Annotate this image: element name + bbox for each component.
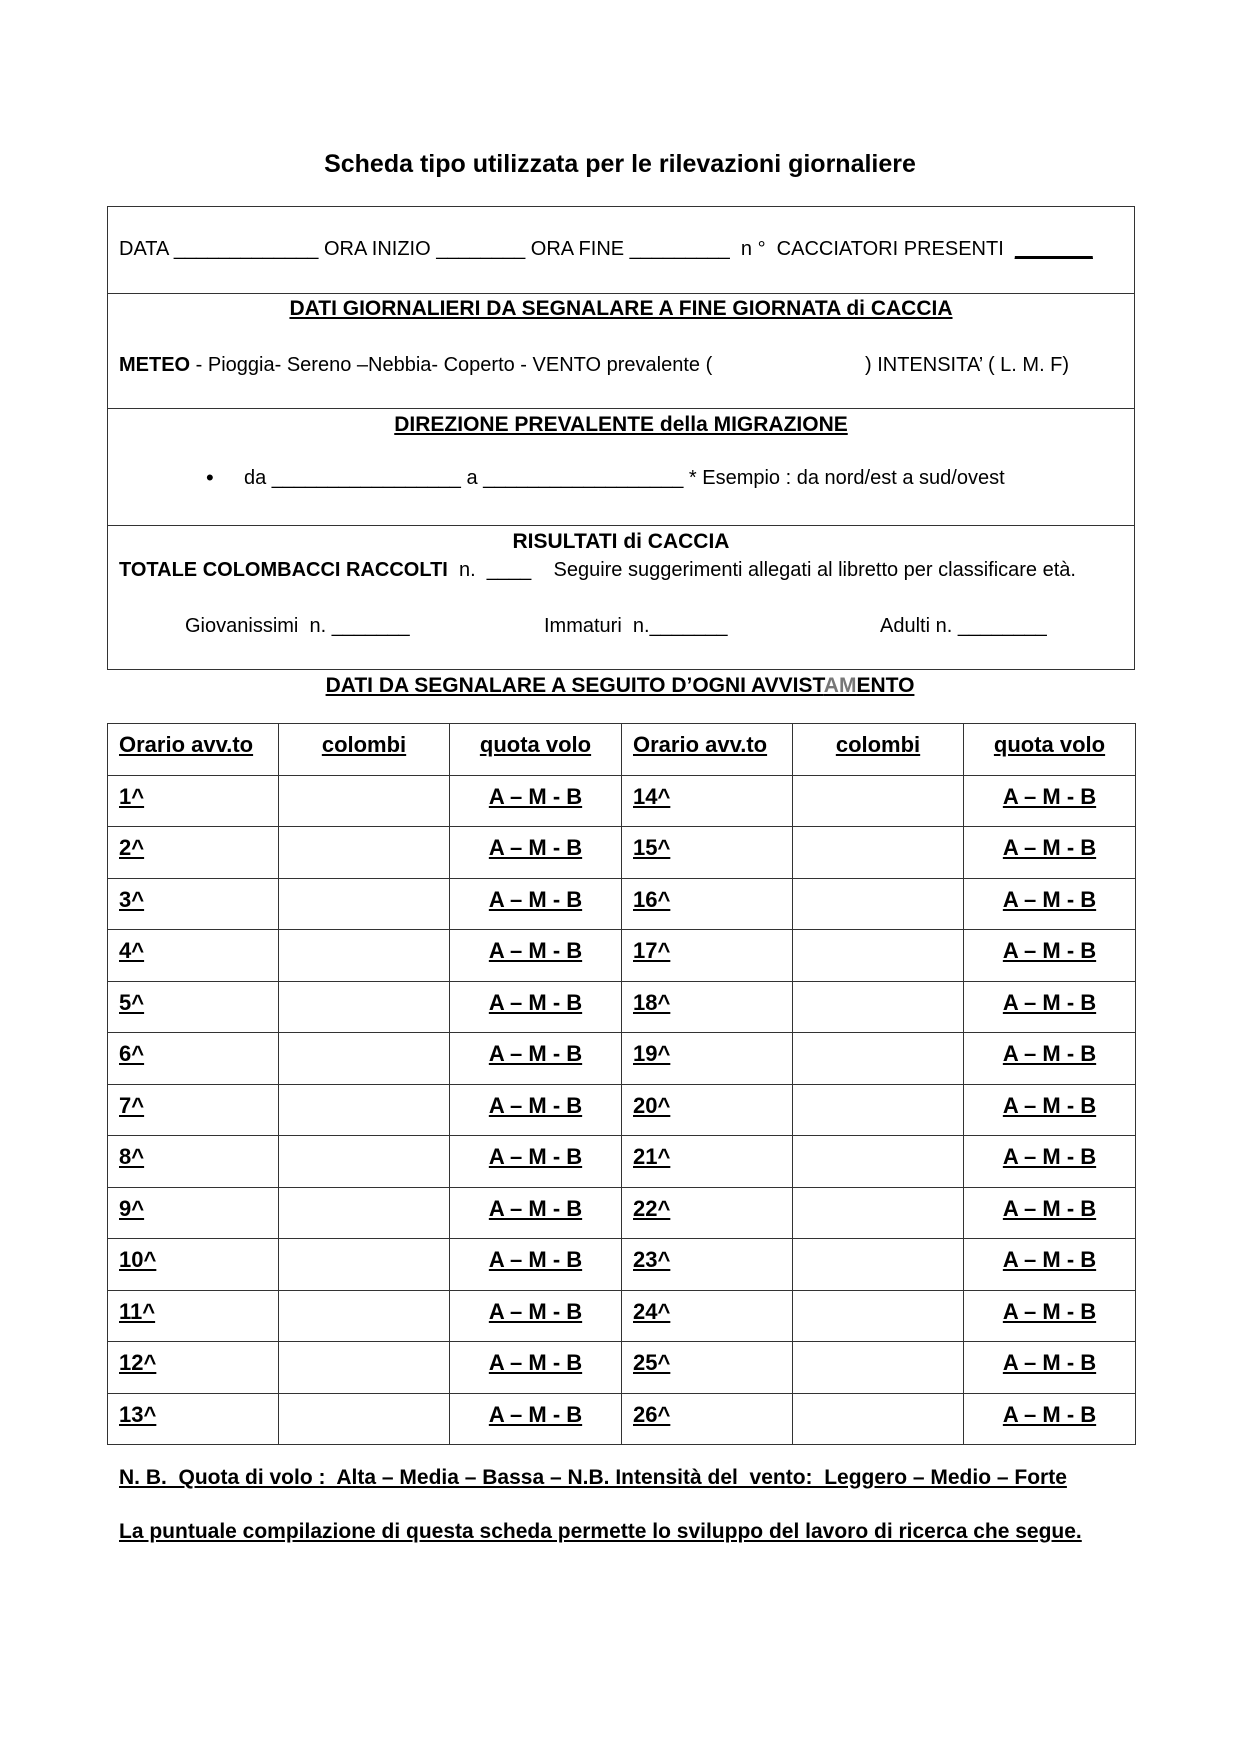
sighting-number-cell: 12^ [108,1342,279,1394]
table-row [108,1136,1136,1188]
sighting-number-cell: 22^ [622,1187,793,1239]
adulti-field: Adulti n. ________ [880,615,1047,637]
total-text: n. ____ Seguire suggerimenti allegati al libretto per classificare età. [447,559,1076,581]
quota-cell: A – M - B [450,878,622,930]
results-section [107,525,1135,670]
colombi-cell[interactable] [793,930,964,982]
quota-cell: A – M - B [450,981,622,1033]
quota-cell: A – M - B [450,1136,622,1188]
quota-cell: A – M - B [450,1239,622,1291]
colombi-cell[interactable] [279,775,450,827]
sighting-number-cell: 10^ [108,1239,279,1291]
quota-cell: A – M - B [964,1342,1136,1394]
quota-cell: A – M - B [964,1393,1136,1445]
sighting-number-cell: 23^ [622,1239,793,1291]
quota-cell: A – M - B [964,981,1136,1033]
colombi-cell[interactable] [793,1187,964,1239]
total-line [119,559,1076,582]
quota-cell: A – M - B [450,1290,622,1342]
sighting-number-cell: 9^ [108,1187,279,1239]
table-row [108,1290,1136,1342]
colombi-cell[interactable] [279,1290,450,1342]
colombi-cell[interactable] [279,827,450,879]
quota-cell: A – M - B [450,1393,622,1445]
sighting-number-cell: 3^ [108,878,279,930]
sighting-number-cell: 15^ [622,827,793,879]
quota-cell: A – M - B [450,1342,622,1394]
table-row [108,1342,1136,1394]
sighting-number-cell: 20^ [622,1084,793,1136]
table-row [108,1187,1136,1239]
quota-cell: A – M - B [964,827,1136,879]
sightings-title-part: DATI DA SEGNALARE A SEGUITO D’OGNI AVVIST [325,674,824,697]
migration-header: DIREZIONE PREVALENTE della MIGRAZIONE [394,413,848,436]
sighting-number-cell: 21^ [622,1136,793,1188]
sighting-number-cell: 25^ [622,1342,793,1394]
quota-cell: A – M - B [450,775,622,827]
colombi-cell[interactable] [279,1033,450,1085]
date-time-text: DATA _____________ ORA INIZIO ________ ORA FINE _________ n ° CACCIATORI PRESENTI [119,238,1015,260]
sightings-title-part: AM [823,674,857,697]
colombi-cell[interactable] [793,1239,964,1291]
page-title: Scheda tipo utilizzata per le rilevazioni giornaliere [324,150,916,178]
colombi-cell[interactable] [793,1393,964,1445]
sighting-number-cell: 8^ [108,1136,279,1188]
meteo-line [119,354,712,377]
table-row [108,981,1136,1033]
sighting-number-cell: 17^ [622,930,793,982]
colombi-cell[interactable] [279,1136,450,1188]
sighting-number-cell: 19^ [622,1033,793,1085]
quota-cell: A – M - B [964,775,1136,827]
colombi-cell[interactable] [279,1342,450,1394]
sighting-number-cell: 24^ [622,1290,793,1342]
colombi-cell[interactable] [793,1342,964,1394]
colombi-cell[interactable] [279,981,450,1033]
bullet-icon: • [206,465,214,490]
date-time-line [119,238,1093,261]
sightings-table [107,723,1136,1445]
sighting-number-cell: 1^ [108,775,279,827]
colombi-cell[interactable] [793,827,964,879]
table-header-cell: colombi [279,724,450,776]
quota-cell: A – M - B [450,1033,622,1085]
immaturi-field: Immaturi n._______ [544,615,728,637]
table-row [108,827,1136,879]
sighting-number-cell: 5^ [108,981,279,1033]
results-header: RISULTATI di CACCIA [512,530,730,553]
colombi-cell[interactable] [279,1187,450,1239]
sighting-number-cell: 11^ [108,1290,279,1342]
quota-cell: A – M - B [964,1290,1136,1342]
colombi-cell[interactable] [793,1033,964,1085]
sightings-title-part: ENTO [856,674,915,697]
table-row [108,775,1136,827]
colombi-cell[interactable] [279,1239,450,1291]
sighting-number-cell: 13^ [108,1393,279,1445]
table-row [108,1393,1136,1445]
giovanissimi-field: Giovanissimi n. _______ [185,615,410,637]
migration-direction-line: da _________________ a __________________ * Esempio : da nord/est a sud/ovest [244,467,1005,489]
quota-cell: A – M - B [450,930,622,982]
wind-intensity-text: ) INTENSITA’ ( L. M. F) [865,354,1070,376]
colombi-cell[interactable] [279,930,450,982]
colombi-cell[interactable] [279,1084,450,1136]
colombi-cell[interactable] [793,1136,964,1188]
colombi-cell[interactable] [279,1393,450,1445]
colombi-cell[interactable] [793,1290,964,1342]
date-time-section [107,206,1135,294]
table-header-cell: colombi [793,724,964,776]
quota-cell: A – M - B [964,1033,1136,1085]
sighting-number-cell: 14^ [622,775,793,827]
table-row [108,878,1136,930]
table-header-cell: quota volo [964,724,1136,776]
sighting-number-cell: 4^ [108,930,279,982]
sighting-number-cell: 2^ [108,827,279,879]
sighting-number-cell: 6^ [108,1033,279,1085]
table-header-cell: Orario avv.to [622,724,793,776]
quota-cell: A – M - B [964,930,1136,982]
quota-cell: A – M - B [964,1239,1136,1291]
quota-cell: A – M - B [964,1187,1136,1239]
total-label: TOTALE COLOMBACCI RACCOLTI [119,559,448,581]
table-row [108,1239,1136,1291]
meteo-label: METEO [119,354,191,376]
colombi-cell[interactable] [793,775,964,827]
sighting-number-cell: 16^ [622,878,793,930]
sighting-number-cell: 18^ [622,981,793,1033]
migration-section [107,408,1135,526]
sighting-number-cell: 26^ [622,1393,793,1445]
colombi-cell[interactable] [793,981,964,1033]
colombi-cell[interactable] [793,878,964,930]
quota-cell: A – M - B [964,1084,1136,1136]
table-header-cell: quota volo [450,724,622,776]
nb-note: N. B. Quota di volo : Alta – Media – Bassa – N.B. Intensità del vento: Leggero – Medio – Forte [119,1466,1067,1489]
quota-cell: A – M - B [964,878,1136,930]
meteo-section [107,293,1135,409]
colombi-cell[interactable] [793,1084,964,1136]
footer-note: La puntuale compilazione di questa scheda permette lo sviluppo del lavoro di ricerca che segue. [119,1520,1082,1543]
table-row [108,930,1136,982]
meteo-header: DATI GIORNALIERI DA SEGNALARE A FINE GIORNATA di CACCIA [289,297,953,320]
quota-cell: A – M - B [450,827,622,879]
table-header-row [108,724,1136,776]
sightings-title [0,674,1240,698]
table-header-cell: Orario avv.to [108,724,279,776]
quota-cell: A – M - B [450,1187,622,1239]
table-row [108,1084,1136,1136]
hunters-present-blank: _______ [1014,238,1093,260]
quota-cell: A – M - B [964,1136,1136,1188]
meteo-text: - Pioggia- Sereno –Nebbia- Coperto - VENTO prevalente ( [190,354,713,376]
quota-cell: A – M - B [450,1084,622,1136]
colombi-cell[interactable] [279,878,450,930]
table-row [108,1033,1136,1085]
sighting-number-cell: 7^ [108,1084,279,1136]
